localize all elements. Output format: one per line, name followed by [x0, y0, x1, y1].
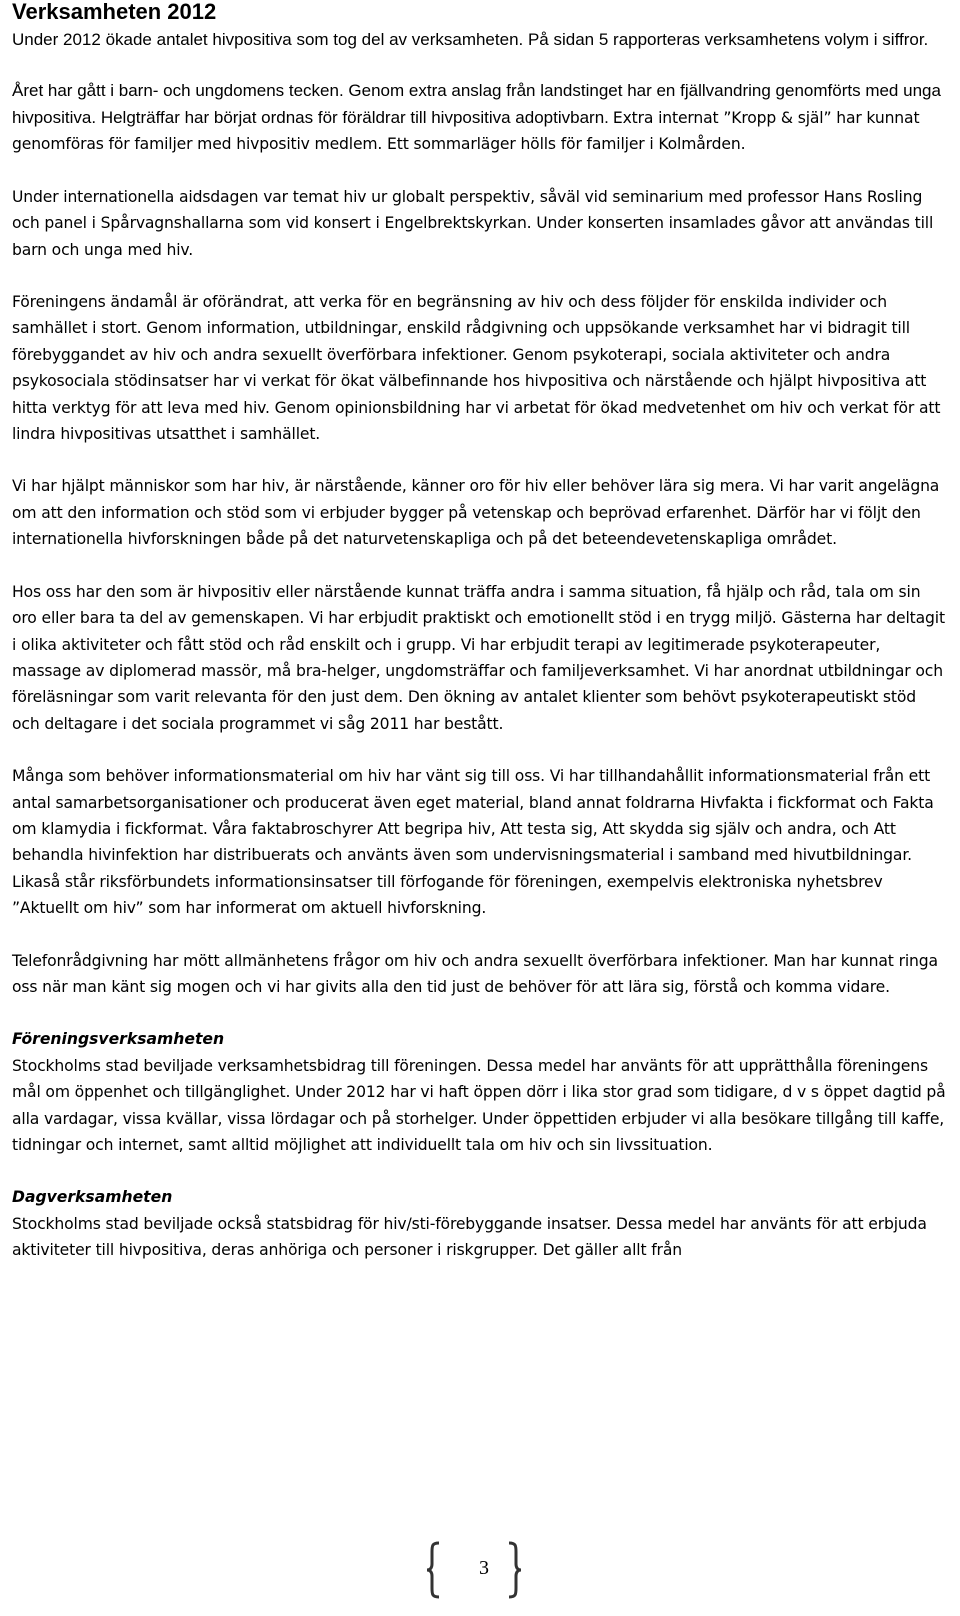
ungdom-paragraph-rest: Extra internat ”Kropp & själ” har kunnat genomföras för familjer med hivpositiv medlem. Ett sommarläger hölls för familjer i Kolmården. — [12, 109, 920, 154]
spacer — [12, 158, 948, 184]
page-number: 3 — [479, 1557, 489, 1579]
right-brace-icon — [506, 1540, 524, 1600]
material-paragraph: Många som behöver informationsmaterial om hiv har vänt sig till oss. Vi har tillhandahållit informationsmaterial från ett antal samarbetsorganisationer och producerat även eget material, bland annat foldrarna Hivfakta i fickformat och Fakta om klamydia i fickformat. Våra faktabroschyrer Att begripa hiv, Att testa sig, Att skydda sig själv och andra, och Att behandla hivinfektion har distribuerats och använts även som undervisningsmaterial i samband med hivutbildningar. Likaså står riksförbundets informationsinsatser till förfogande för föreningen, exempelvis elektroniska nyhetsbrev ”Aktuellt om hiv” som har informerat om aktuell hivforskning. — [12, 767, 934, 918]
section-heading: Föreningsverksamheten — [12, 1030, 225, 1049]
hjalpt-paragraph: Vi har hjälpt människor som har hiv, är närstående, känner oro för hiv eller behöver lära sig mera. Vi har varit angelägna om att den information och stöd som vi erbjuder bygger på vetenskap och beprövad erfarenhet. Därför har vi följt den internationella hivforskningen både på det naturvetenskapliga och på det beteendevetenskapliga området. — [12, 477, 940, 549]
spacer — [12, 553, 948, 579]
section-text: Stockholms stad beviljade också statsbidrag för hiv/sti-förebyggande insatser. Dessa medel har använts för att erbjuda aktiviteter till hivpositiva, deras anhöriga och personer i riskgrupper. Det gäller allt från — [12, 1214, 927, 1260]
left-brace-icon — [424, 1540, 442, 1600]
section-text: Stockholms stad beviljade verksamhetsbidrag till föreningen. Dessa medel har använts för att upprätthålla föreningens mål om öppenhet och tillgänglighet. Under 2012 har vi haft öppen dörr i lika stor grad som tidigare, d v s öppet dagtid på alla vardagar, vissa kvällar, vissa lördagar och på storhelger. Under öppettiden erbjuder vi alla besökare tillgång till kaffe, tidningar och internet, samt alltid möjlighet att individuellt tala om hiv och sin livssituation. — [12, 1056, 946, 1154]
aidsdagen-paragraph: Under internationella aidsdagen var temat hiv ur globalt perspektiv, såväl vid seminarium med professor Hans Rosling och panel i Spårvagnshallarna som vid konsert i Engelbrektskyrkan. Under konserten insamlades gåvor att användas till barn och unga med hiv. — [12, 187, 934, 259]
foreningsverksamheten-section — [12, 1026, 948, 1158]
page-footer — [0, 1540, 960, 1600]
spacer — [12, 922, 948, 948]
spacer — [12, 263, 948, 289]
intro-paragraph: Under 2012 ökade antalet hivpositiva som tog del av verksamheten. På sidan 5 rapporteras verksamhetens volym i siffror. — [12, 30, 929, 49]
ungdom-paragraph — [12, 77, 948, 158]
andamal-paragraph: Föreningens ändamål är oförändrat, att verka för en begränsning av hiv och dess följder för enskilda individer och samhället i stort. Genom information, utbildningar, enskild rådgivning och uppsökande verksamhet har vi bidragit till förebyggandet av hiv och andra sexuellt överförbara infektioner. Genom psykoterapi, sociala aktiviteter och andra psykosociala stödinsatser har vi verkat för ökat välbefinnande hos hivpositiva och närstående och hjälpt hivpositiva att hitta verktyg för att leva med hiv. Genom opinionsbildning har vi arbetat för ökad medvetenhet om hiv och verkat för att lindra hivpositivas utsatthet i samhället. — [12, 293, 941, 444]
page-title: Verksamheten 2012 — [12, 0, 217, 24]
document-page — [12, 0, 948, 1264]
spacer — [12, 1000, 948, 1026]
spacer — [12, 53, 948, 77]
spacer — [12, 447, 948, 473]
spacer — [12, 737, 948, 763]
section-heading: Dagverksamheten — [12, 1188, 173, 1207]
hos-oss-paragraph: Hos oss har den som är hivpositiv eller närstående kunnat träffa andra i samma situation, få hjälp och råd, tala om sin oro eller bara ta del av gemenskapen. Vi har erbjudit praktiskt och emotionellt stöd i en trygg miljö. Gästerna har deltagit i olika aktiviteter och fått stöd och råd enskilt och i grupp. Vi har erbjudit terapi av legitimerade psykoterapeuter, massage av diplomerad massör, må bra-helger, ungdomsträffar och familjeverksamhet. Vi har anordnat utbildningar och föreläsningar som varit relevanta för den just dem. Den ökning av antalet klienter som behövt psykoterapeutiskt stöd och deltagare i det sociala programmet vi såg 2011 har bestått. — [12, 582, 945, 733]
telefon-paragraph: Telefonrådgivning har mött allmänhetens frågor om hiv och andra sexuellt överförbara infektioner. Man har kunnat ringa oss när man känt sig mogen och vi har givits alla den tid just de behöver för att lära sig, förstå och komma vidare. — [12, 951, 938, 996]
dagverksamheten-section — [12, 1184, 948, 1263]
spacer — [12, 1158, 948, 1184]
ungdom-paragraph-sans: Året har gått i barn- och ungdomens tecken. Genom extra anslag från landstinget har en fjällvandring genomförts med unga hivpositiva. Helgträffar har börjat ordnas för föräldrar till hivpositiva adoptivbarn. — [12, 81, 941, 127]
